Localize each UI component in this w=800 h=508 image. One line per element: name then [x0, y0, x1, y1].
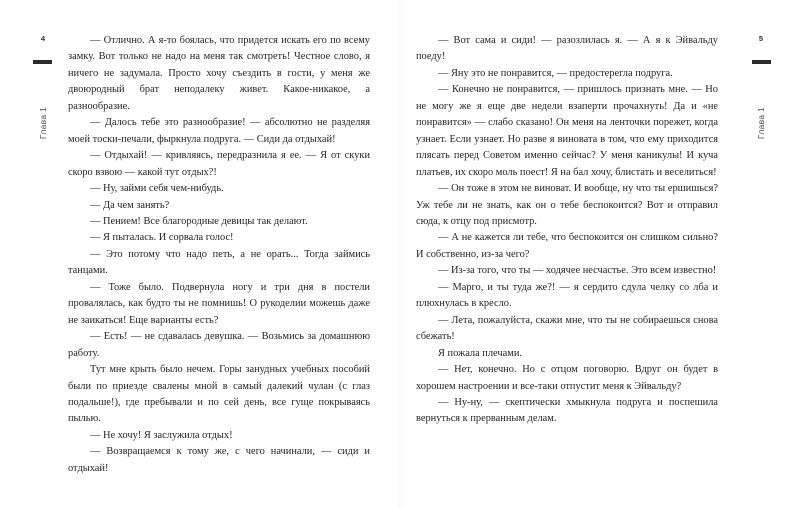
margin-rule-dash [33, 60, 52, 64]
paragraph: Я пожала плечами. [438, 347, 522, 359]
paragraph: — Не хочу! Я заслужила отдых! [90, 429, 233, 441]
paragraph: — Ну-ну, — скептически хмыкнула подруга и поспешила вернуться к прерванным делам. [416, 396, 718, 425]
paragraph: — Из-за того, что ты — ходячее несчастье. Это всем известно! [438, 265, 717, 277]
left-page-chapter-label [22, 84, 64, 174]
right-page-number: 5 [758, 34, 764, 43]
paragraph: — Он тоже в этом не виноват. И вообще, ну что ты ершишься? Уж тебе ли не знать, как он о тебе беспокоится? Вот и отправил сюда, к отцу под присмотр. [416, 183, 718, 227]
right-page-chapter-label [740, 84, 782, 174]
right-page-chapter-label-text: Глава 1 [756, 106, 766, 140]
right-page-margin-rail [740, 0, 782, 508]
left-page-margin-rail [22, 0, 64, 508]
paragraph: — Конечно не понравится, — пришлось признать мне. — Но не могу же я еще две недели взаперти прочахнуть! Да и «не понравится» — слабо сказано! Он меня на ленточки порежет, когда узнает. Если узнает. Но разве я виновата в том, что ему приходится плясать перед Советом именно сейчас? У меня каникулы! И куча платьев, их скоро моль поест! Я на бал хочу, блистать и веселиться! [416, 84, 718, 178]
paragraph: Тут мне крыть было нечем. Горы занудных учебных пособий были по приезде свалены мной в самый далекий чулан (с глаз подальше!), где пребывали и по сей день, все гуще покрываясь пылью. [68, 364, 370, 425]
left-page-chapter-label-text: Глава 1 [38, 106, 48, 140]
paragraph: — Ну, займи себя чем-нибудь. [90, 183, 224, 195]
paragraph: — Это потому что надо петь, а не орать... Тогда займись танцами. [68, 248, 370, 277]
paragraph: — Есть! — не сдавалась девушка. — Возьмись за домашнюю работу. [68, 331, 370, 359]
paragraph: — Далось тебе это разнообразие! — абсолютно не разделяя моей тоски-печали, фыркнула подруга. — Сиди да отдыхай! [68, 117, 370, 145]
paragraph: — Нет, конечно. Но с отцом поговорю. Вдруг он будет в хорошем настроении и все-таки отпустит меня к Эйвальду? [416, 364, 718, 392]
paragraph: — Лета, пожалуйста, скажи мне, что ты не собираешься снова сбежать! [416, 314, 718, 343]
paragraph: — Марго, и ты туда же?! — я сердито сдула челку со лба и плюхнулась в кресло. [416, 281, 718, 310]
paragraph: — Пением! Все благородные девицы так делают. [90, 215, 308, 227]
left-page-text-block [68, 33, 370, 477]
paragraph: — Я пыталась. И сорвала голос! [90, 232, 234, 244]
paragraph: — Да чем занять? [90, 199, 170, 211]
left-page-number: 4 [40, 34, 46, 43]
paragraph: — А не кажется ли тебе, что беспокоится он слишком сильно? И собственно, из-за чего? [416, 232, 718, 260]
right-page [400, 0, 800, 508]
paragraph: — Возвращаемся к тому же, с чего начинали, — сиди и отдыхай! [68, 446, 370, 474]
right-page-text-block [416, 33, 718, 428]
paragraph: — Вот сама и сиди! — разозлилась я. — А я к Эйвальду поеду! [416, 35, 718, 63]
paragraph: — Тоже было. Подвернула ногу и три дня в постели провалялась, как будто ты не помнишь! О рукоделии можешь даже не заикаться! Еще варианты есть? [68, 281, 370, 326]
paragraph: — Отдыхай! — кривляясь, передразнила я ее. — Я от скуки скоро взвою — какой тут отдых?! [68, 150, 370, 178]
paragraph: — Яну это не понравится, — предостерегла подруга. [438, 67, 673, 79]
margin-rule-dash [752, 60, 771, 64]
paragraph: — Отлично. А я-то боялась, что придется искать его по всему замку. Вот только не надо на меня так смотреть! Честное слово, я ничего не задумала. Просто хочу съездить в гости, у меня же двоюродный брат неподалеку живет. Какое-никакое, а разнообразие. [68, 35, 370, 112]
